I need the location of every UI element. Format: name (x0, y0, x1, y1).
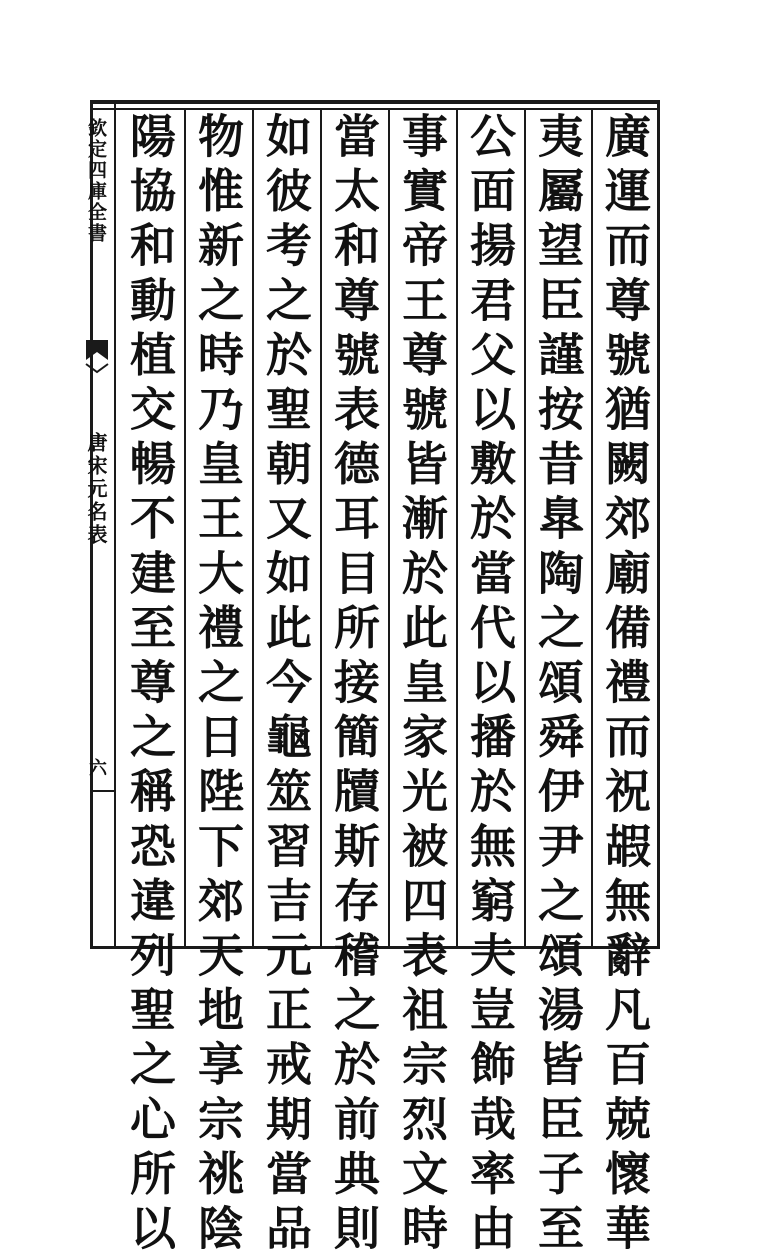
margin-divider-line (114, 104, 116, 949)
text-column-3: 公面揚君父以敷於當代以播於無窮夫豈飾哉率由 (463, 112, 517, 1259)
text-column-6: 如彼考之於聖朝又如此今龜筮習吉元正戒期當品 (259, 112, 313, 1259)
text-column-8: 陽協和動植交暢不建至尊之稱恐違列聖之心所以 (123, 112, 177, 1259)
top-border-line-thin (92, 108, 660, 110)
column-divider (184, 110, 186, 946)
column-divider (524, 110, 526, 946)
column-divider (456, 110, 458, 946)
text-column-2: 夷屬望臣謹按昔臯陶之頌舜伊尹之頌湯皆臣子至 (531, 112, 585, 1259)
column-divider (388, 110, 390, 946)
text-column-1: 廣運而尊號猶闕郊廟備禮而祝嘏無辭凡百兢懷華 (598, 112, 652, 1259)
margin-book-title: 欽定四庫全書 (85, 118, 107, 244)
column-divider (252, 110, 254, 946)
column-divider (591, 110, 593, 946)
margin-section-title: 唐宋元名表 (84, 432, 108, 547)
top-border-line (92, 100, 660, 104)
text-column-4: 事實帝王尊號皆漸於此皇家光被四表祖宗烈文時 (395, 112, 449, 1259)
column-divider (320, 110, 322, 946)
text-column-5: 當太和尊號表德耳目所接簡牘斯存稽之於前典則 (327, 112, 381, 1259)
right-border-line (657, 100, 660, 949)
page-number-underline (92, 790, 114, 792)
text-column-7: 物惟新之時乃皇王大禮之日陛下郊天地享宗祧陰 (191, 112, 245, 1259)
margin-page-number: 六 (86, 758, 107, 776)
fish-tail-mark-icon (84, 338, 110, 378)
